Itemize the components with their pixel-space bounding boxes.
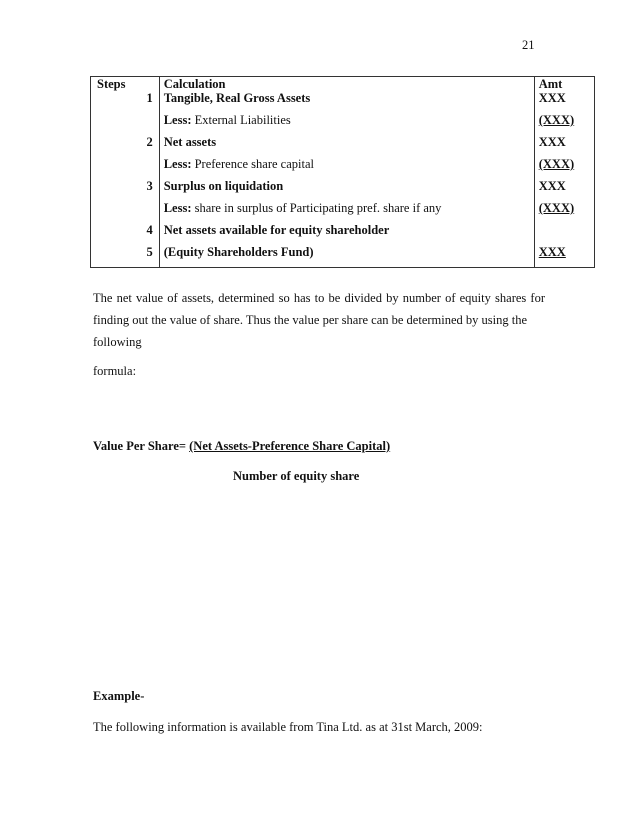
row-calculation-text: Net assets available for equity shareholder xyxy=(163,223,390,237)
row-calculation-text: External Liabilities xyxy=(191,113,291,127)
table-row xyxy=(91,201,595,223)
table-row xyxy=(91,223,595,245)
table-row xyxy=(91,179,595,201)
formula-intro: formula: xyxy=(93,364,137,378)
intro-paragraph-tail: following xyxy=(93,335,142,349)
row-amount: (XXX) xyxy=(534,201,594,223)
row-amount xyxy=(534,223,594,245)
table-row xyxy=(91,135,595,157)
table-row xyxy=(91,157,595,179)
header-amount: Amt xyxy=(534,77,594,92)
header-steps: Steps xyxy=(91,77,160,92)
row-step-number xyxy=(91,201,160,223)
row-calculation-text: Net assets xyxy=(163,135,217,149)
row-calculation-text: Preference share capital xyxy=(191,157,314,171)
row-amount: XXX xyxy=(534,245,594,268)
row-step-number: 2 xyxy=(91,135,160,157)
row-calculation xyxy=(159,91,534,113)
row-step-number: 1 xyxy=(91,91,160,113)
row-amount: XXX xyxy=(534,91,594,113)
row-calculation xyxy=(159,135,534,157)
row-calculation xyxy=(159,157,534,179)
row-amount: (XXX) xyxy=(534,157,594,179)
row-step-number xyxy=(91,113,160,135)
formula-lhs: Value Per Share= xyxy=(93,439,187,453)
row-less-prefix: Less: xyxy=(163,157,192,171)
row-calculation xyxy=(159,179,534,201)
row-amount: XXX xyxy=(534,135,594,157)
row-step-number: 4 xyxy=(91,223,160,245)
table-body xyxy=(91,91,595,268)
table-row xyxy=(91,245,595,268)
row-less-prefix: Less: xyxy=(163,201,192,215)
row-calculation-text: Tangible, Real Gross Assets xyxy=(163,91,311,105)
row-less-prefix: Less: xyxy=(163,113,192,127)
page-number: 21 xyxy=(522,38,535,52)
formula-numerator: (Net Assets-Preference Share Capital) xyxy=(189,439,391,453)
table-row xyxy=(91,113,595,135)
row-calculation-text: (Equity Shareholders Fund) xyxy=(163,245,314,259)
row-calculation xyxy=(159,223,534,245)
formula-line xyxy=(93,435,545,457)
steps-calculation-table xyxy=(90,76,595,268)
row-step-number xyxy=(91,157,160,179)
row-amount: XXX xyxy=(534,179,594,201)
table-row xyxy=(91,91,595,113)
example-text: The following information is available from Tina Ltd. as at 31st March, 2009: xyxy=(93,720,483,734)
intro-paragraph-text: The net value of assets, determined so has to be divided by number of equity shares for finding out the value of share. Thus the value per share can be determined by using the xyxy=(93,291,545,327)
intro-paragraph xyxy=(93,287,545,331)
row-step-number: 3 xyxy=(91,179,160,201)
row-calculation xyxy=(159,245,534,268)
formula-denominator: Number of equity share xyxy=(233,469,360,483)
header-calculation: Calculation xyxy=(159,77,534,92)
row-step-number: 5 xyxy=(91,245,160,268)
row-amount: (XXX) xyxy=(534,113,594,135)
row-calculation-text: share in surplus of Participating pref. share if any xyxy=(191,201,442,215)
row-calculation xyxy=(159,113,534,135)
row-calculation-text: Surplus on liquidation xyxy=(163,179,284,193)
table-header-row xyxy=(91,77,595,92)
row-calculation xyxy=(159,201,534,223)
example-heading: Example- xyxy=(93,689,145,703)
